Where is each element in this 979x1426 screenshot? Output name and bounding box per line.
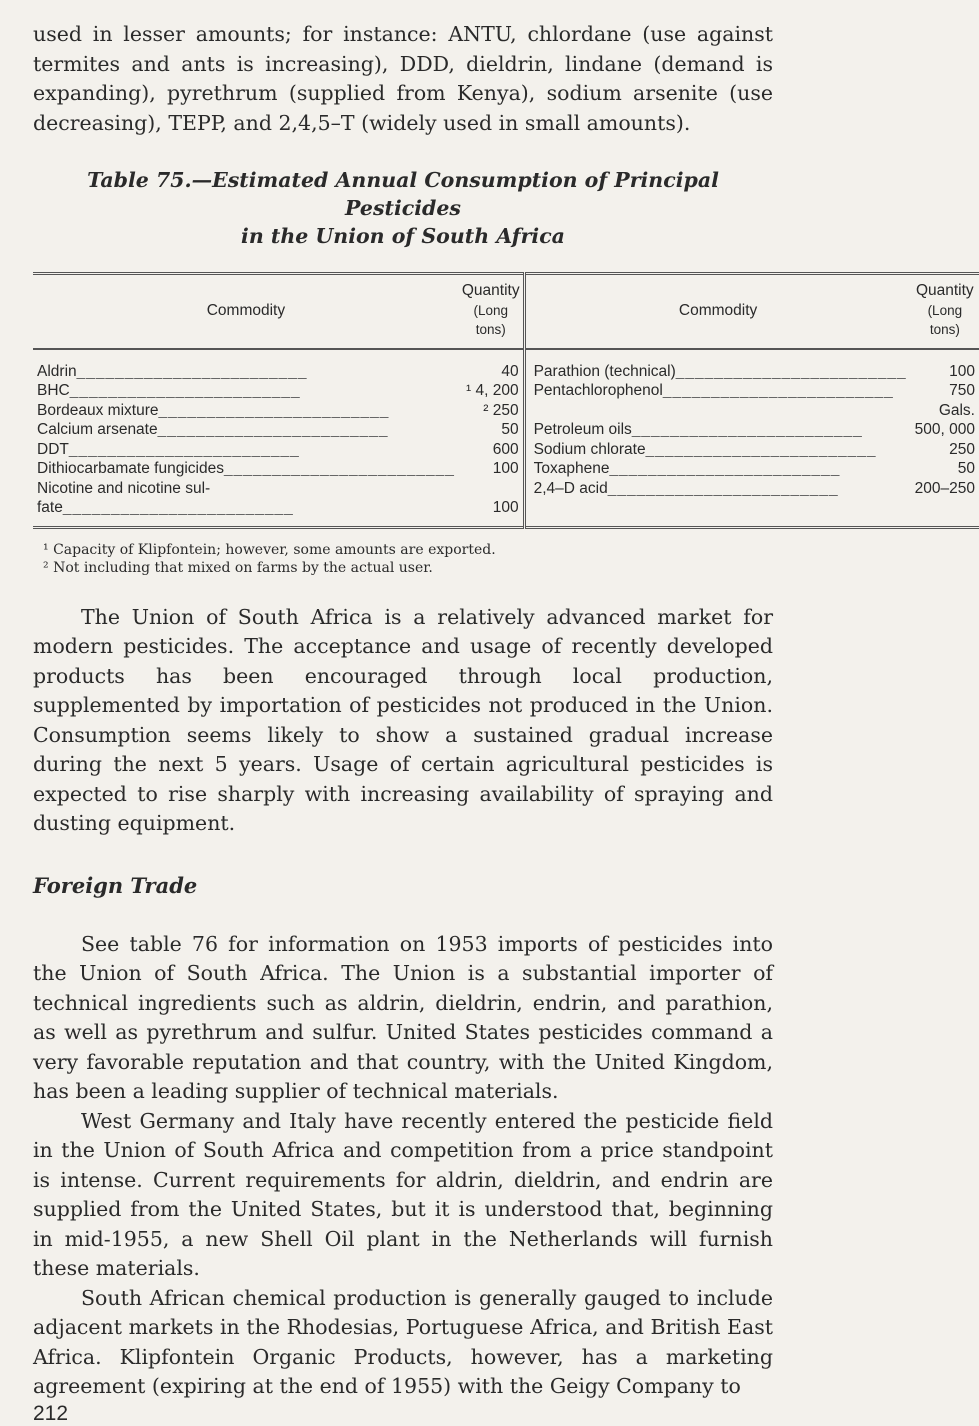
table-row (33, 401, 979, 421)
quantity-cell: 750 (949, 382, 975, 399)
footnote-2: ² Not including that mixed on farms by the actual user. (43, 559, 433, 576)
quantity-cell: 50 (459, 420, 524, 440)
quantity-cell: 40 (459, 349, 524, 382)
quantity-cell: ¹ 4, 200 (459, 381, 524, 401)
commodity-cell: Calcium arsenate _____ (33, 420, 459, 440)
table-title (33, 166, 773, 250)
col-quantity-left: Quantity (Long tons) (459, 274, 524, 349)
commodity-cell: Nicotine and nicotine sul- (37, 479, 211, 497)
quantity-cell: ² 250 (459, 401, 524, 421)
footnote-1: ¹ Capacity of Klipfontein; however, some amounts are exported. (43, 541, 496, 558)
quantity-cell: 500, 000 (914, 421, 975, 438)
commodity-cell: DDT _____ (33, 440, 459, 460)
body-paragraph-4: South African chemical production is generally gauged to include adjacent markets in the Rhodesias, Portuguese Africa, and British East Africa. Klipfontein Organic Products, however, has a marketing agreement (expiring at the end of 1955) with the Geigy Company to (33, 1285, 773, 1398)
commodity-cell: Petroleum oils _____ (524, 420, 911, 440)
quantity-cell: 600 (459, 440, 524, 460)
quantity-cell: 250 (949, 440, 975, 458)
col-commodity-left: Commodity (33, 274, 459, 349)
quantity-cell: Gals. (938, 401, 975, 419)
commodity-cell: Toxaphene _____ (524, 459, 911, 479)
page-number: 212 (33, 1401, 69, 1425)
table-row (33, 498, 979, 527)
pesticide-table (33, 272, 979, 529)
table-row (33, 420, 979, 440)
body-paragraph-3: West Germany and Italy have recently entered the pesticide field in the Union of South Africa and competition from a price standpoint is intense. Current requirements for aldrin, dieldrin, and endrin are supplied from the United States, but it is understood that, beginning in mid-1955, a new Shell Oil plant in the Netherlands will furnish these materials. (33, 1108, 773, 1280)
commodity-cell: Dithiocarbamate fungicides _____ (33, 459, 459, 479)
commodity-cell: Pentachlorophenol _____ (524, 381, 911, 401)
table-row (33, 349, 979, 382)
quantity-cell: 100 (949, 362, 975, 380)
table-row (33, 459, 979, 479)
col-commodity-right: Commodity (524, 274, 911, 349)
col-quantity-right: Quantity (Long tons) (911, 274, 979, 349)
page (33, 20, 975, 1426)
table-title-line1: Table 75.—Estimated Annual Consumption of Principal Pesticides (87, 168, 719, 220)
commodity-cell: Parathion (technical) _____ (524, 349, 911, 382)
body-paragraph-1: The Union of South Africa is a relatively advanced market for modern pesticides. The acceptance and usage of recently developed products has been encouraged through local production, supplemented by importation of pesticides not produced in the Union. Consumption seems likely to show a sustained gradual increase during the next 5 years. Usage of certain agricultural pesticides is expected to rise sharply with increasing availability of spraying and dusting equipment. (33, 604, 773, 835)
section-heading: Foreign Trade (33, 872, 198, 898)
table-row (33, 381, 979, 401)
quantity-cell: 100 (459, 459, 524, 479)
quantity-cell: 200–250 (914, 479, 975, 497)
body-paragraph-2: See table 76 for information on 1953 imports of pesticides into the Union of South Africa. The Union is a substantial importer of technical ingredients such as aldrin, dieldrin, endrin, and parathion, as well as pyrethrum and sulfur. United States pesticides command a very favorable reputation and that country, with the United Kingdom, has been a leading supplier of technical materials. (33, 931, 773, 1103)
table-title-line2: in the Union of South Africa (241, 224, 565, 248)
quantity-cell (459, 479, 524, 499)
commodity-cell: 2,4–D acid _____ (524, 479, 911, 499)
intro-paragraph: used in lesser amounts; for instance: ANTU, chlordane (use against termites and ants is increasing), DDD, dieldrin, lindane (demand is expanding), pyrethrum (supplied from Kenya), sodium arsenite (use decreasing), TEPP, and 2,4,5–T (widely used in small amounts). (33, 22, 773, 135)
commodity-cell: Aldrin _____ (33, 349, 459, 382)
commodity-cell: BHC _____ (33, 381, 459, 401)
commodity-cell (524, 498, 911, 527)
commodity-cell: fate _____ (33, 498, 459, 527)
table-row (33, 440, 979, 460)
commodity-cell (524, 401, 911, 421)
commodity-cell: Bordeaux mixture _____ (33, 401, 459, 421)
table-row (33, 479, 979, 499)
quantity-cell (911, 498, 979, 527)
commodity-cell: Sodium chlorate _____ (524, 440, 911, 460)
quantity-cell: 100 (459, 498, 524, 527)
quantity-cell: 50 (957, 460, 975, 477)
